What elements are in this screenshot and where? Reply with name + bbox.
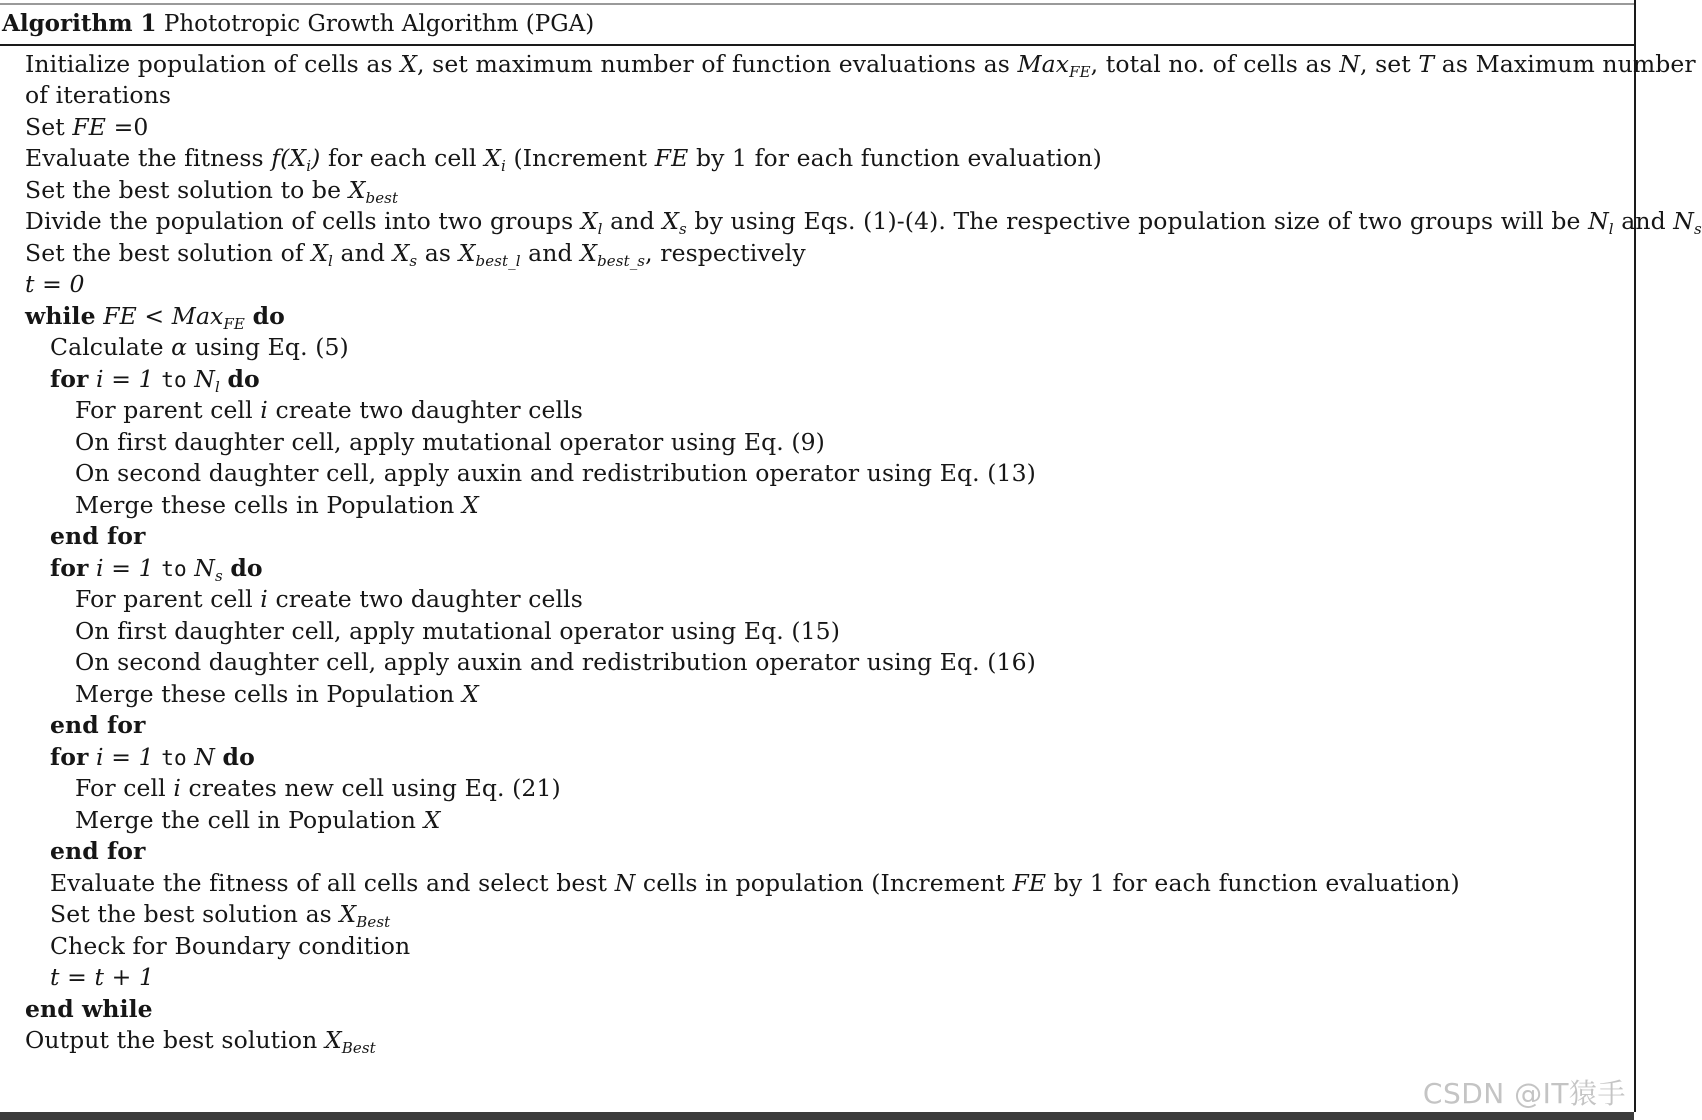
algo-line-21 [75, 678, 479, 710]
algo-line-20 [75, 646, 1036, 678]
algorithm-name: Phototropic Growth Algorithm (PGA) [163, 11, 595, 37]
text [245, 302, 253, 330]
subscript: i [501, 157, 506, 175]
algo-line-17 [50, 552, 263, 585]
algo-line-22 [50, 709, 146, 741]
subscript: l [328, 252, 333, 270]
keyword-end-while: end while [25, 995, 153, 1023]
math: N [1588, 207, 1609, 235]
math: X [662, 207, 680, 235]
text: create two daughter cells [267, 585, 583, 613]
algo-line-27 [50, 867, 1460, 899]
keyword-end-for: end for [50, 711, 146, 739]
keyword-to: to [161, 557, 187, 581]
algo-line-31 [25, 993, 153, 1025]
algo-line-3 [25, 111, 148, 143]
math: X [392, 239, 410, 267]
subscript: Best [356, 913, 391, 931]
text: Set [25, 113, 73, 141]
subscript: l [597, 220, 603, 238]
math: X [311, 239, 329, 267]
text: Check for Boundary condition [50, 932, 411, 960]
math: X [458, 239, 476, 267]
math: FE [72, 113, 106, 141]
math: Max [1017, 50, 1070, 78]
subscript: s [409, 252, 418, 270]
math: X [461, 680, 479, 708]
keyword-end-for: end for [50, 522, 146, 550]
algo-line-5 [25, 174, 398, 206]
bottom-bar [0, 1112, 1634, 1120]
text: and [1613, 207, 1674, 235]
subscript: Best [341, 1039, 376, 1057]
algo-line-8 [25, 268, 85, 300]
algo-line-6 [25, 205, 1702, 237]
text: Merge these cells in Population [75, 680, 462, 708]
text: Evaluate the fitness [25, 144, 272, 172]
text: and [332, 239, 393, 267]
text: , respectively [645, 239, 806, 267]
algo-line-19 [75, 615, 840, 647]
text: On second daughter cell, apply auxin and redistribution operator using Eq. (13) [75, 459, 1036, 487]
math: t = 0 [25, 270, 85, 298]
math: i [173, 774, 181, 802]
keyword-for: for [50, 365, 89, 393]
math: X [461, 491, 479, 519]
text: Evaluate the fitness of all cells and select best [50, 869, 615, 897]
algorithm-label: Algorithm 1 [2, 10, 157, 37]
algo-line-24 [75, 772, 561, 804]
math: i = 1 [88, 554, 162, 582]
keyword-do: do [227, 365, 260, 393]
text: as [417, 239, 459, 267]
text: Calculate [50, 333, 172, 361]
math: f(X [271, 144, 307, 172]
math: N [1673, 207, 1694, 235]
text: for each cell [320, 144, 485, 172]
text: For cell [75, 774, 174, 802]
text: using Eq. (5) [187, 333, 349, 361]
math: X [400, 50, 418, 78]
math: N [614, 869, 636, 897]
subscript: best_s [597, 252, 646, 270]
algo-line-30 [50, 961, 154, 993]
text: and [520, 239, 581, 267]
text: and [602, 207, 663, 235]
math: X [339, 900, 357, 928]
text: create two daughter cells [267, 396, 583, 424]
subscript: FE [223, 315, 245, 333]
watermark: CSDN @IT猿手 [1422, 1077, 1626, 1110]
math: ) [311, 144, 321, 172]
algo-line-16 [50, 520, 146, 552]
math: X [580, 239, 598, 267]
algo-line-1 [25, 48, 1696, 80]
text: Set the best solution to be [25, 176, 349, 204]
algo-line-7 [25, 237, 806, 269]
math: X [324, 1026, 342, 1054]
text: as Maximum number [1434, 50, 1696, 78]
math: X [580, 207, 598, 235]
math: FE [1012, 869, 1047, 897]
text: by 1 for each function evaluation) [688, 144, 1102, 172]
text: Output the best solution [25, 1026, 325, 1054]
keyword-do: do [252, 302, 285, 330]
subscript: s [679, 220, 687, 238]
algo-line-32 [25, 1024, 376, 1056]
text: Merge the cell in Population [75, 806, 424, 834]
text: (Increment [505, 144, 655, 172]
math: i = 1 [88, 365, 162, 393]
top-rule [0, 3, 1634, 5]
text: cells in population (Increment [635, 869, 1013, 897]
algo-line-12 [75, 394, 583, 426]
math: X [423, 806, 441, 834]
keyword-do: do [222, 743, 255, 771]
keyword-while: while [25, 302, 96, 330]
keyword-end-for: end for [50, 837, 146, 865]
algorithm-title [2, 8, 594, 40]
text: On second daughter cell, apply auxin and redistribution operator using Eq. (16) [75, 648, 1036, 676]
keyword-to: to [161, 368, 187, 392]
math: α [171, 333, 188, 361]
text: On first daughter cell, apply mutational operator using Eq. (15) [75, 617, 840, 645]
keyword-to: to [161, 746, 187, 770]
algo-line-18 [75, 583, 583, 615]
algo-line-26 [50, 835, 146, 867]
text: Set the best solution of [25, 239, 312, 267]
text: Initialize population of cells as [25, 50, 401, 78]
text: Set the best solution as [50, 900, 340, 928]
math: X [484, 144, 501, 172]
algo-line-4 [25, 142, 1102, 174]
algo-line-15 [75, 489, 479, 521]
math: i = 1 [88, 743, 162, 771]
algo-line-25 [75, 804, 440, 836]
algo-line-13 [75, 426, 825, 458]
subscript: l [214, 378, 220, 396]
subscript: s [214, 567, 223, 585]
math: N [186, 554, 215, 582]
text: , set maximum number of function evaluations as [417, 50, 1018, 78]
algo-line-9 [25, 300, 285, 332]
math: T [1418, 50, 1435, 78]
text: , total no. of cells as [1090, 50, 1340, 78]
text: creates new cell using Eq. (21) [180, 774, 561, 802]
algo-line-14 [75, 457, 1036, 489]
keyword-for: for [50, 743, 89, 771]
algo-line-11 [50, 363, 260, 396]
algo-line-2 [25, 79, 171, 111]
text: by using Eqs. (1)-(4). The respective population size of two groups will be [686, 207, 1589, 235]
math: X [348, 176, 366, 204]
text: Merge these cells in Population [75, 491, 462, 519]
math: N [186, 365, 215, 393]
text: , set [1359, 50, 1419, 78]
title-rule [0, 44, 1634, 46]
algo-line-10 [50, 331, 349, 363]
math: N [186, 743, 223, 771]
math: i [260, 585, 268, 613]
text: Divide the population of cells into two groups [25, 207, 581, 235]
math: i [260, 396, 268, 424]
algo-line-23 [50, 741, 255, 774]
subscript: best [365, 189, 399, 207]
math: FE [654, 144, 689, 172]
math: N [1339, 50, 1360, 78]
text: by 1 for each function evaluation) [1046, 869, 1460, 897]
subscript: l [1608, 220, 1614, 238]
keyword-for: for [50, 554, 89, 582]
algo-line-29 [50, 930, 410, 962]
text: On first daughter cell, apply mutational operator using Eq. (9) [75, 428, 825, 456]
subscript: i [306, 157, 312, 175]
text: For parent cell [75, 585, 261, 613]
subscript: FE [1069, 63, 1091, 81]
text: =0 [106, 113, 149, 141]
math: FE < Max [95, 302, 224, 330]
subscript: s [1693, 220, 1702, 238]
keyword-do: do [230, 554, 263, 582]
math: t = t + 1 [50, 963, 154, 991]
algo-line-28 [50, 898, 390, 930]
subscript: best_l [475, 252, 521, 270]
text: For parent cell [75, 396, 261, 424]
text: of iterations [25, 81, 172, 109]
